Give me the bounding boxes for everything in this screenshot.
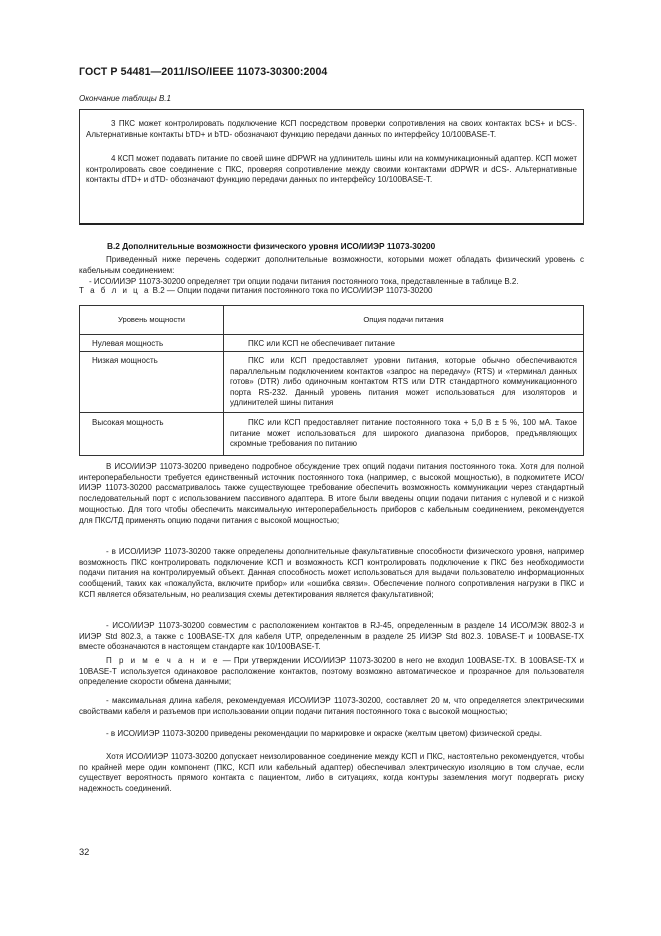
section-heading: В.2 Дополнительные возможности физического уровня ИСО/ИИЭР 11073-30200 <box>107 241 436 251</box>
table-row <box>80 335 584 352</box>
note-4: 4 КСП может подавать питание по своей шине dDPWR на удлинитель шины или на коммуникационный адаптер. КСП может контролировать свое соединение с ПКС, проверяя сопротивление между своими контактами dDPWR и dCS-. Альтернативные контакты dTD+ и dTD- обозначают функцию передачи данных по интерфейсу 10/100BASE-T. <box>86 154 577 185</box>
cell-option: ПКС или КСП не обеспечивает питание <box>224 335 584 352</box>
table-caption-prefix: Т а б л и ц а <box>79 286 151 295</box>
body-paragraph-1: В ИСО/ИИЭР 11073-30200 приведено подробное обсуждение трех опций подачи питания постоянного тока. Хотя для полной интероперабельности требуется единственный источник постоянного тока (например, с высокой мощностью), в подкомитете ИСО/ИИЭР 11073-30200 рассматривалось также существующее требование обеспечить возможность коммуникации через стандартный последовательный порт с использованием пассивного адаптера. В итоге были введены опции подачи питания с нулевой и с низкой мощностью. Для того чтобы обеспечить максимальную интероперабельность приборов с кабельным соединением, рекомендуется для ПКС/ТД применять опцию подачи питания с высокой мощностью; <box>79 462 584 525</box>
body-list-item-5: - в ИСО/ИИЭР 11073-30200 приведены рекомендации по маркировке и окраске (желтым цветом) физической среды. <box>106 729 542 738</box>
note-prefix: П р и м е ч а н и е <box>106 656 220 665</box>
intro-paragraph: Приведенный ниже перечень содержит дополнительные возможности, которыми может обладать физический уровень с кабельным соединением: <box>79 255 584 275</box>
page-number: 32 <box>79 847 90 857</box>
intro-list-item: - ИСО/ИИЭР 11073-30200 определяет три опции подачи питания постоянного тока, представленные в таблице В.2. <box>89 276 519 286</box>
table-header-row <box>80 306 584 335</box>
body-note <box>79 656 584 688</box>
table-row <box>80 352 584 413</box>
cell-level: Высокая мощность <box>80 412 224 455</box>
document-header-title: ГОСТ Р 54481—2011/ISO/IEEE 11073-30300:2004 <box>79 66 328 78</box>
column-header-option: Опция подачи питания <box>224 306 584 335</box>
table-caption <box>79 286 432 295</box>
body-list-item-3: - ИСО/ИИЭР 11073-30200 совместим с расположением контактов в RJ-45, определенным в разделе 14 ИСО/МЭК 8802-3 и ИИЭР Std 802.3, а также с 100BASE-TX для кабеля UTP, определенным в разделе 25 ИИЭР Std 802.3. 10BASE-T и 100BASE-TX вместе обозначаются в настоящем стандарте как 10/100BASE-T. <box>79 621 584 652</box>
table-row <box>80 412 584 455</box>
note-3: 3 ПКС может контролировать подключение КСП посредством проверки сопротивления на своих контактах bCS+ и bCS-. Альтернативные контакты bTD+ и bTD- обозначают функцию передачи данных по интерфейсу 10/100BASE-T. <box>86 119 577 139</box>
body-paragraph-6: Хотя ИСО/ИИЭР 11073-30200 допускает неизолированное соединение между КСП и ПКС, настоятельно рекомендуется, чтобы по крайней мере один компонент (ПКС, КСП или кабельный адаптер) обеспечивал электрическую изоляцию в том случае, если существует вероятность прямого контакта с пациентом, либо в ситуациях, когда контуры заземления могут подвергать риску надежность соединений. <box>79 752 584 794</box>
note-text: — При утверждении ИСО/ИИЭР 11073-30200 в него не входил 100BASE-TX. В 100BASE-TX и 10BASE-T используется одинаковое расположение контактов, поэтому возможно автоматическое и прозрачное для пользователя определение скорости обмена данными; <box>79 656 584 687</box>
cell-level: Нулевая мощность <box>80 335 224 352</box>
table-continuation-label: Окончание таблицы В.1 <box>79 94 171 103</box>
table-caption-text: В.2 — Опции подачи питания постоянного тока по ИСО/ИИЭР 11073-30200 <box>150 286 433 295</box>
column-header-level: Уровень мощности <box>80 306 224 335</box>
power-options-table <box>79 305 584 456</box>
cell-level: Низкая мощность <box>80 352 224 413</box>
cell-option: ПКС или КСП предоставляет питание постоянного тока + 5,0 В ± 5 %, 100 мА. Такое питание может использоваться для широкого диапазона приборов, предъявляющих скромные требования по питанию <box>224 412 584 455</box>
notes-box <box>79 109 584 225</box>
body-list-item-4: - максимальная длина кабеля, рекомендуемая ИСО/ИИЭР 11073-30200, составляет 20 м, что определяется электрическими свойствами кабеля и разъемов при использовании опции подачи питания постоянного тока с высокой мощностью; <box>79 696 584 716</box>
cell-option: ПКС или КСП предоставляет уровни питания, которые обычно обеспечиваются параллельным подключением контактов «запрос на передачу» (RTS) и «терминал данных готов» (DTR) либо одиночным контактом RTS или DTR стандартного коммуникационного порта RS-232. Данный уровень питания может использоваться для изоляторов и удлинителей шины питания <box>224 352 584 413</box>
body-list-item-2: - в ИСО/ИИЭР 11073-30200 также определены дополнительные факультативные способности физического уровня, например возможность ПКС контролировать подключение КСП и возможность КСП контролировать подключение к ПКС без необходимости подачи питания на контролируемый объект. Данная способность может использоваться для выдачи пользователю информационных сообщений, таких как «пожалуйста, включите прибор» или «ошибка связи». Обеспечение полного сопротивления нагрузки в ПКС и КСП является обязательным, но реализация схемы детектирования является факультативной; <box>79 547 584 599</box>
